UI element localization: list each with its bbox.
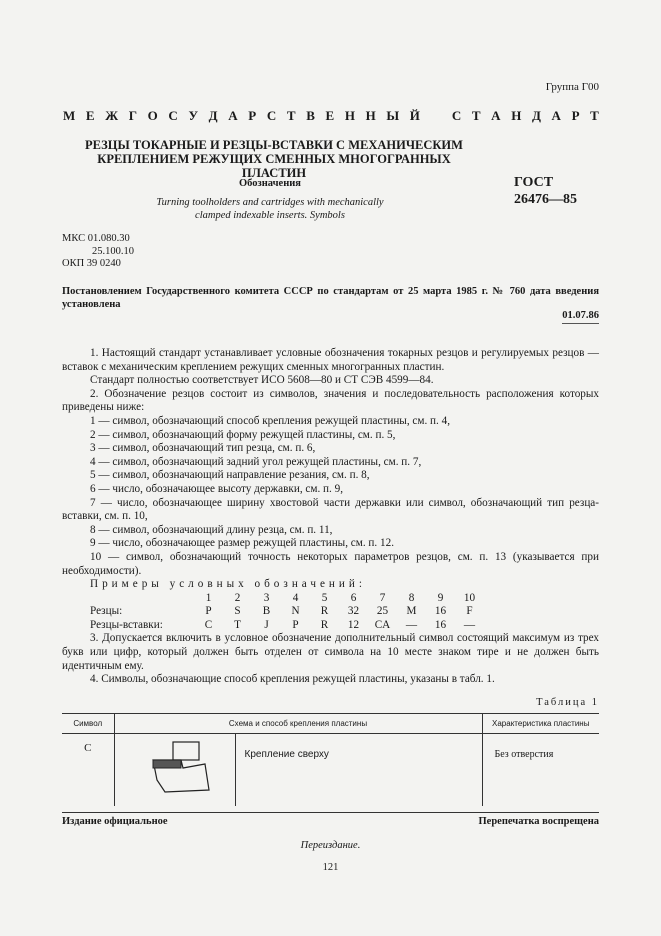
list-item: 2 — символ, обозначающий форму режущей пластины, см. п. 5,: [90, 428, 396, 441]
banner-letter: С: [451, 108, 462, 123]
banner-letter: Е: [325, 108, 335, 123]
clamping-table: [62, 713, 599, 806]
reissue-note: Переиздание.: [300, 840, 361, 851]
banner-letter: О: [147, 108, 158, 123]
classification-codes: [62, 233, 134, 271]
examples-numbers-row: [90, 592, 484, 606]
ex-num: 3: [263, 591, 270, 604]
ex-cell: —: [405, 618, 418, 631]
banner-letter: Т: [590, 108, 599, 123]
title-line-1: РЕЗЦЫ ТОКАРНЫЕ И РЕЗЦЫ-ВСТАВКИ С МЕХАНИЧЕСКИМ: [85, 138, 463, 152]
col-scheme: Схема и способ крепления пластины: [114, 714, 482, 734]
banner-letter: Н: [365, 108, 376, 123]
banner-letter: Й: [409, 108, 420, 123]
examples-heading: Примеры условных обозначений:: [90, 578, 366, 591]
ex-num: 10: [463, 591, 476, 604]
ex-cell: CA: [374, 618, 391, 631]
ex-cell: R: [320, 618, 329, 631]
examples-row-vstavki: [90, 619, 484, 633]
banner-letter: Р: [248, 108, 257, 123]
list-item: 3 — символ, обозначающий тип резца, см. п. 6,: [90, 442, 316, 455]
banner-letter: А: [491, 108, 501, 123]
ex-cell: 16: [434, 618, 447, 631]
subtitle: Обозначения: [239, 178, 301, 189]
banner-letter: У: [188, 108, 198, 123]
document-title: [64, 138, 484, 180]
banner-letter: Н: [511, 108, 522, 123]
paragraph-3: 2. Обозначение резцов состоит из символов, значения и последовательность расположения которых приведены ниже:: [62, 387, 599, 414]
paragraph-1: 1. Настоящий стандарт устанавливает условные обозначения токарных резцов и регулируемых резцов — вставок с механическим креплением режущих сменных многогранных пластин.: [62, 347, 599, 373]
banner-letter: Т: [286, 108, 296, 123]
ex-label: Резцы-вставки:: [90, 618, 163, 631]
top-clamp-diagram: [145, 740, 215, 796]
gost-label: ГОСТ: [514, 175, 554, 190]
col-characteristic: Характеристика пластины: [482, 714, 599, 734]
ex-cell: 16: [434, 605, 447, 618]
ex-cell: C: [204, 618, 213, 631]
banner-letter: С: [266, 108, 277, 123]
banner-letter: Е: [85, 108, 95, 123]
ex-num: 1: [205, 591, 212, 604]
list-item: 6 — число, обозначающее высоту державки, см. п. 9,: [90, 482, 344, 495]
english-title: [130, 196, 410, 222]
okp-code: ОКП 39 0240: [62, 258, 121, 269]
inner-divider: [235, 734, 236, 806]
banner-letter: М: [63, 108, 76, 123]
ex-num: 5: [321, 591, 328, 604]
list-item: 10 — символ, обозначающий точность некоторых параметров резцов, см. п. 13 (указывается при необходимости).: [62, 550, 599, 577]
banner-letter: Т: [471, 108, 481, 123]
list-item: 1 — символ, обозначающий способ крепления режущей пластины, см. п. 4,: [90, 414, 451, 427]
paragraph-2: Стандарт полностью соответствует ИСО 5608—80 и СТ СЭВ 4599—84.: [90, 374, 434, 387]
ex-num: 2: [234, 591, 241, 604]
table-caption: Таблица 1: [536, 697, 599, 708]
banner-letter: Ж: [105, 108, 119, 123]
list-item: 5 — символ, обозначающий направление резания, см. п. 8,: [90, 469, 370, 482]
page-number: 121: [322, 862, 339, 873]
ex-num: 7: [379, 591, 386, 604]
cell-characteristic: Без отверстия: [482, 734, 599, 806]
examples-table: [90, 592, 484, 633]
mks-line-1: МКС 01.080.30: [62, 233, 130, 244]
english-line-1: Turning toolholders and cartridges with mechanically: [156, 197, 384, 208]
table-header-row: [62, 714, 599, 734]
ex-cell: R: [320, 605, 329, 618]
ex-cell: —: [463, 618, 476, 631]
banner-letter: А: [228, 108, 238, 123]
effective-date: 01.07.86: [562, 310, 599, 324]
ex-cell: J: [264, 618, 269, 631]
gost-number: 26476—85: [514, 192, 577, 207]
ex-cell: T: [234, 618, 241, 631]
table-row: [62, 734, 599, 806]
banner-letter: Д: [531, 108, 541, 123]
clamping-method-label: Крепление сверху: [244, 749, 329, 760]
title-line-2: КРЕПЛЕНИЕМ РЕЖУЩИХ СМЕННЫХ МНОГОГРАННЫХ ПЛАСТИН: [97, 152, 451, 180]
cell-scheme: [114, 734, 482, 806]
ex-cell: M: [406, 605, 417, 618]
ex-num: 8: [408, 591, 415, 604]
reprint-prohibited: Перепечатка воспрещена: [478, 816, 599, 827]
group-code: Группа Г00: [545, 81, 599, 93]
list-item: 9 — число, обозначающее размер режущей пластины, см. п. 12.: [90, 537, 395, 550]
paragraph-5: 4. Символы, обозначающие способ крепления режущей пластины, указаны в табл. 1.: [90, 673, 495, 686]
cell-symbol: C: [84, 742, 92, 754]
banner-letter: Ы: [386, 108, 400, 123]
footer-rule: [62, 812, 599, 813]
banner-letter: В: [306, 108, 315, 123]
paragraph-4: 3. Допускается включить в условное обозначение дополнительный символ состоящий максимум из трех букв или цифр, который должен быть отделен от символа на 10 месте знаком тире и не должен быть идентичным ему.: [62, 632, 599, 672]
banner-letter: А: [551, 108, 561, 123]
ex-num: 6: [350, 591, 357, 604]
list-item: 7 — число, обозначающее ширину хвостовой части державки или символ, обозначающий тип резца-вставки, см. п. 10,: [62, 496, 599, 523]
banner-letter: С: [168, 108, 178, 123]
ex-cell: S: [234, 605, 241, 618]
ex-cell: B: [262, 605, 271, 618]
examples-row-rezcy: [90, 605, 484, 619]
col-symbol: Символ: [62, 714, 114, 734]
banner-letter: Д: [208, 108, 218, 123]
mks-line-2: 25.100.10: [92, 245, 134, 257]
official-edition: Издание официальное: [62, 816, 168, 827]
gost-designation: [514, 174, 577, 208]
banner-letter: Г: [128, 108, 138, 123]
list-item: 4 — символ, обозначающий задний угол режущей пластины, см. п. 7,: [90, 455, 422, 468]
ex-label: Резцы:: [90, 605, 123, 618]
english-line-2: clamped indexable inserts. Symbols: [195, 210, 345, 221]
ex-cell: P: [205, 605, 212, 618]
ex-cell: P: [292, 618, 299, 631]
standard-banner: [63, 108, 599, 124]
ex-cell: N: [291, 605, 300, 618]
ex-num: 4: [292, 591, 299, 604]
ex-cell: 32: [347, 605, 360, 618]
banner-letter: Н: [344, 108, 355, 123]
ex-cell: 12: [347, 618, 360, 631]
body-text: [62, 347, 599, 687]
ex-num: 9: [437, 591, 444, 604]
banner-letter: Р: [571, 108, 580, 123]
ex-cell: F: [466, 605, 473, 618]
ex-cell: 25: [376, 605, 389, 618]
decree-text: Постановлением Государственного комитета СССР по стандартам от 25 марта 1985 г. № 760 дата введения установлена: [62, 286, 599, 310]
list-item: 8 — символ, обозначающий длину резца, см. п. 11,: [90, 523, 333, 536]
